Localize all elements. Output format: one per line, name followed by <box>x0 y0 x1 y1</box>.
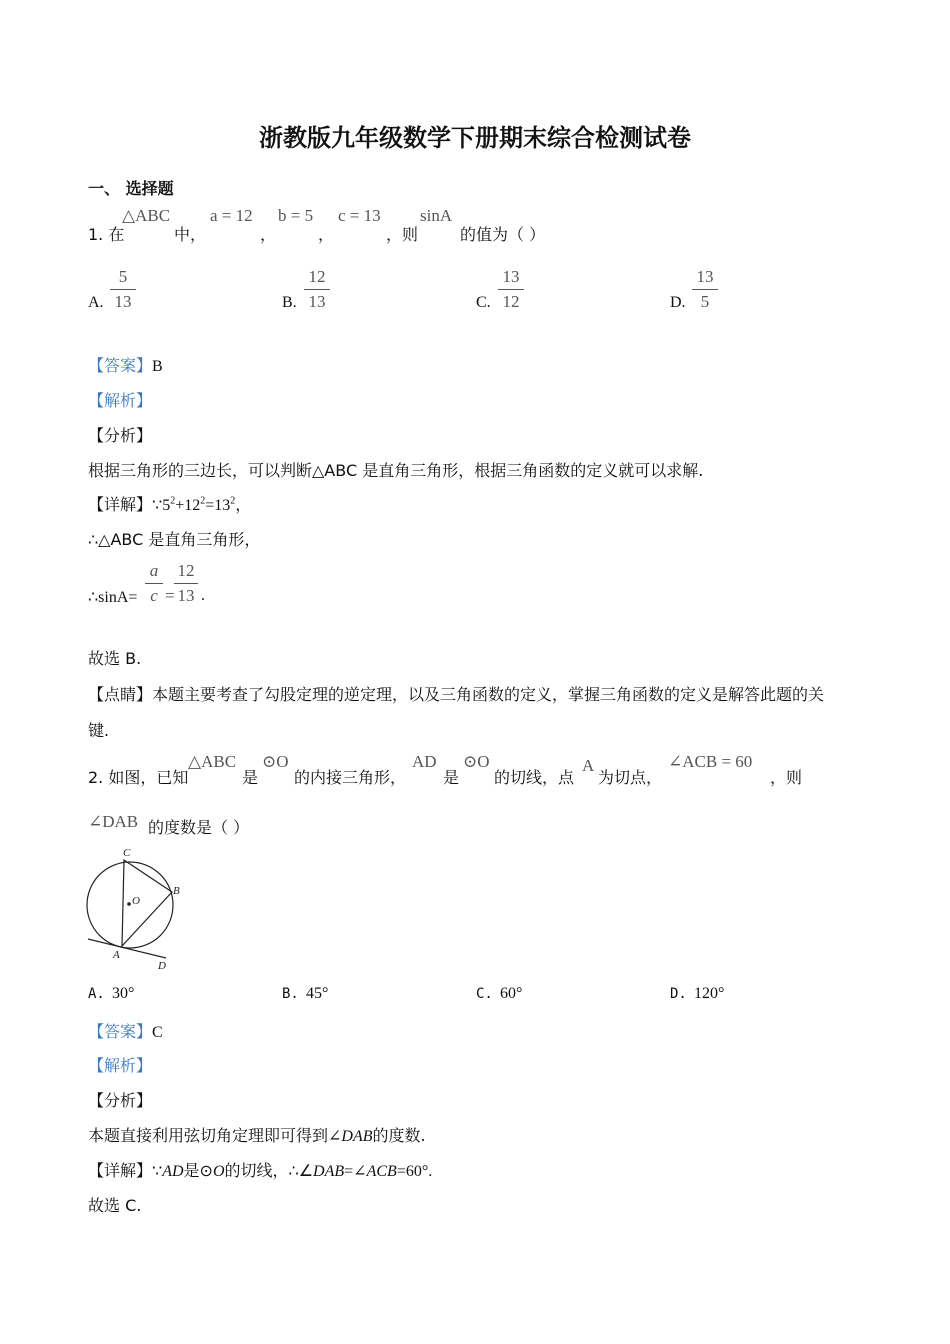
q1-option-a-label: A. <box>88 294 104 311</box>
q1-comma-2: ， <box>318 225 335 244</box>
q1-triangle: △ABC <box>122 206 171 225</box>
q2-option-d-value: 120° <box>694 985 725 1002</box>
q2-detail-3: 的切线，∴∠ <box>224 1161 314 1180</box>
q2-text-2: 的切线，点 <box>494 768 575 787</box>
q2-detail-tag: 【详解】 <box>88 1161 153 1180</box>
q1-sina: sinA <box>420 206 453 225</box>
q2-analysis-pre: 本题直接利用弦切角定理即可得到 <box>88 1126 329 1145</box>
q1-answer-value: B <box>152 358 163 375</box>
q2-ad: AD <box>412 752 437 771</box>
q1-option-a-num: 5 <box>118 267 128 286</box>
q2-prefix: 2. 如图，已知 <box>88 768 189 787</box>
q2-option-a-label: A. <box>88 986 105 1002</box>
q1-option-a-fraction <box>110 266 136 313</box>
q2-detail-1: ∵ <box>152 1163 163 1180</box>
q2-option-b-value: 45° <box>306 985 329 1002</box>
q2-text-1: 的内接三角形， <box>294 768 407 787</box>
q2-detail-ad: AD <box>162 1163 184 1180</box>
q1-option-b-num: 12 <box>308 267 326 286</box>
q1-detail-sq3: 2 <box>230 495 236 507</box>
q1-equals: = <box>165 586 175 605</box>
q1-period: . <box>201 587 205 604</box>
q2-triangle: △ABC <box>188 752 237 771</box>
q2-detail-dab: DAB <box>313 1163 345 1180</box>
q1-fraction-ac-num: a <box>149 561 159 580</box>
q1-dianjing-2: 键. <box>88 721 110 740</box>
q2-analysis <box>88 1123 426 1146</box>
q1-jiexi: 【解析】 <box>88 391 153 410</box>
q1-detail-pre: ∵5 <box>152 497 171 514</box>
page-title: 浙教版九年级数学下册期末综合检测试卷 <box>259 124 691 152</box>
q2-detail <box>88 1158 432 1181</box>
q1-fraction-ac-den: c <box>150 586 158 605</box>
q2-answer <box>88 1019 163 1042</box>
q1-option-d-label: D. <box>670 294 686 311</box>
label-d: D <box>158 960 166 972</box>
q2-point-a: A <box>582 756 595 775</box>
label-b: B <box>173 885 180 897</box>
q2-jiexi: 【解析】 <box>88 1056 153 1075</box>
q1-option-c-fraction <box>498 266 524 313</box>
q1-dianjing <box>88 682 824 705</box>
q2-option-d-label: D. <box>670 986 687 1002</box>
q2-text-5: 的度数是（ ） <box>148 818 250 837</box>
q1-detail <box>88 492 251 515</box>
label-o: O <box>132 895 140 907</box>
q1-fraction-ac <box>145 560 163 607</box>
q1-detail-end: ， <box>235 495 252 514</box>
q1-fraction-result-den: 13 <box>177 586 195 605</box>
q2-detail-o: O <box>212 1163 225 1180</box>
q2-detail-acb: ACB <box>366 1163 397 1180</box>
q2-angle-dab: ∠DAB <box>88 812 139 831</box>
section-heading: 一、 选择题 <box>88 179 174 198</box>
q1-fenxi: 【分析】 <box>88 426 153 445</box>
q1-option-b-fraction <box>304 266 330 313</box>
q1-line-3-prefix: ∴sinA= <box>88 589 138 606</box>
q2-detail-2: 是⊙ <box>183 1161 213 1180</box>
q1-zhong: 中， <box>174 225 207 244</box>
tangent-line-ad <box>88 939 166 958</box>
q2-shi: 是 <box>242 768 259 787</box>
q1-side-b: b = 5 <box>278 206 314 225</box>
q1-option-d-den: 5 <box>700 292 710 311</box>
q1-option-b-label: B. <box>282 294 297 311</box>
q2-circle: ⊙O <box>262 752 289 771</box>
q2-detail-4: =∠ <box>344 1163 367 1180</box>
q1-fraction-result-num: 12 <box>177 561 195 580</box>
label-a: A <box>113 949 120 961</box>
q2-shi-2: 是 <box>443 768 460 787</box>
q1-detail-mid1: +12 <box>175 497 201 514</box>
q1-fraction-result <box>174 560 198 607</box>
q1-answer <box>88 353 163 376</box>
center-point-o <box>127 902 131 906</box>
q2-option-b-label: B. <box>282 986 299 1002</box>
q1-detail-sq1: 2 <box>170 495 176 507</box>
q2-detail-5: =60°. <box>396 1163 433 1180</box>
q2-fenxi: 【分析】 <box>88 1091 153 1110</box>
q1-option-a-den: 13 <box>114 292 132 311</box>
q1-line-2: ∴△ABC 是直角三角形， <box>88 530 261 549</box>
q2-option-a-value: 30° <box>112 985 135 1002</box>
q1-detail-sq2: 2 <box>200 495 206 507</box>
q1-analysis: 根据三角形的三边长，可以判断△ABC 是直角三角形，根据三角函数的定义就可以求解. <box>88 461 704 480</box>
q2-answer-value: C <box>152 1024 163 1041</box>
q2-conclusion: 故选 C. <box>88 1196 142 1215</box>
q1-prefix: 1. 在 <box>88 225 125 244</box>
q1-option-d-num: 13 <box>696 267 714 286</box>
q1-detail-mid2: =13 <box>205 497 231 514</box>
q1-answer-tag: 【答案】 <box>88 356 153 375</box>
q1-suffix: 的值为（ ） <box>460 225 546 244</box>
q1-side-c: c = 13 <box>338 206 381 225</box>
q1-option-c-num: 13 <box>502 267 520 286</box>
q2-circle-2: ⊙O <box>463 752 490 771</box>
q1-option-c-label: C. <box>476 294 491 311</box>
q1-option-c-den: 12 <box>502 292 520 311</box>
q1-option-b-den: 13 <box>308 292 326 311</box>
label-c: C <box>123 847 131 859</box>
q2-option-c-value: 60° <box>500 985 523 1002</box>
q1-dianjing-text: 本题主要考查了勾股定理的逆定理，以及三角函数的定义，掌握三角函数的定义是解答此题的关 <box>152 685 825 704</box>
q2-analysis-angle: ∠DAB <box>328 1128 373 1145</box>
q1-comma-1: ， <box>260 225 277 244</box>
q2-analysis-post: 的度数. <box>372 1126 426 1145</box>
q2-text-3: 为切点， <box>598 768 663 787</box>
q1-conclusion: 故选 B. <box>88 649 142 668</box>
q2-option-c-label: C. <box>476 986 493 1002</box>
q1-side-a: a = 12 <box>210 206 253 225</box>
q1-detail-tag: 【详解】 <box>88 495 153 514</box>
q1-dianjing-tag: 【点睛】 <box>88 685 153 704</box>
q2-text-4: ，则 <box>770 768 803 787</box>
circle-tangent-figure <box>80 842 200 974</box>
q1-ze: ，则 <box>386 225 419 244</box>
q1-option-d-fraction <box>692 266 718 313</box>
q2-answer-tag: 【答案】 <box>88 1022 153 1041</box>
q2-angle-acb: ∠ACB = 60 <box>668 752 753 771</box>
